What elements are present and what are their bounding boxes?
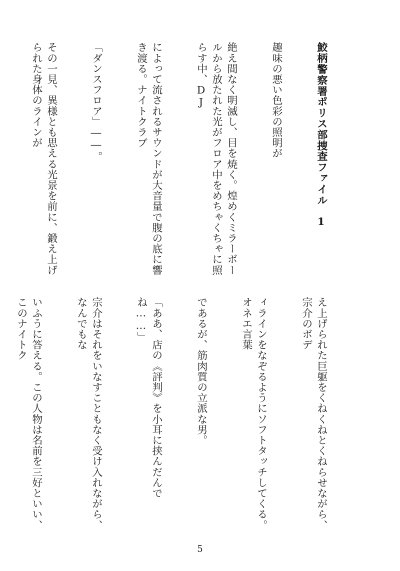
- lower-paragraph: いふうに答える。この人物は名前を三好といい、このナイトク: [15, 297, 42, 531]
- upper-text-block: [30, 42, 358, 285]
- lower-paragraph: え上げられた巨躯をくねくねとくねらせながら、宗介のボデ: [300, 297, 327, 531]
- upper-paragraph: 絶え間なく明滅し、目を焼く。煌めくミラーボールから放たれた光がフロア中をめちゃくちゃに照らす中、DJ: [195, 42, 237, 276]
- lower-paragraph: 「ああ、店の《評判》を小耳に挟んだんでね……」: [135, 297, 162, 499]
- lower-text-block: [15, 297, 358, 535]
- upper-paragraph: によって流されるサウンドが大音量で腹の底に響き渡る。ナイトクラブ: [135, 42, 162, 276]
- lower-paragraph: であるが、筋肉質の立派な男。: [195, 297, 207, 446]
- running-title: 鮫柄警察署ポリス部捜査ファイル1: [315, 42, 327, 229]
- upper-paragraph: 「ダンスフロア」――。: [90, 42, 102, 162]
- lower-paragraph: ィラインをなぞるようにソフトタッチしてくる。オネエ言葉: [240, 297, 267, 531]
- upper-paragraph: 趣味の悪い色彩の照明が: [270, 42, 282, 159]
- lower-paragraph: 宗介はそれをいなすこともなく受け入れながら、なんでもな: [75, 297, 102, 531]
- page-number: 5: [197, 545, 203, 555]
- upper-paragraph: その一見、異様とも思える光景を前に、鍛え上げられた身体のラインが: [30, 42, 57, 276]
